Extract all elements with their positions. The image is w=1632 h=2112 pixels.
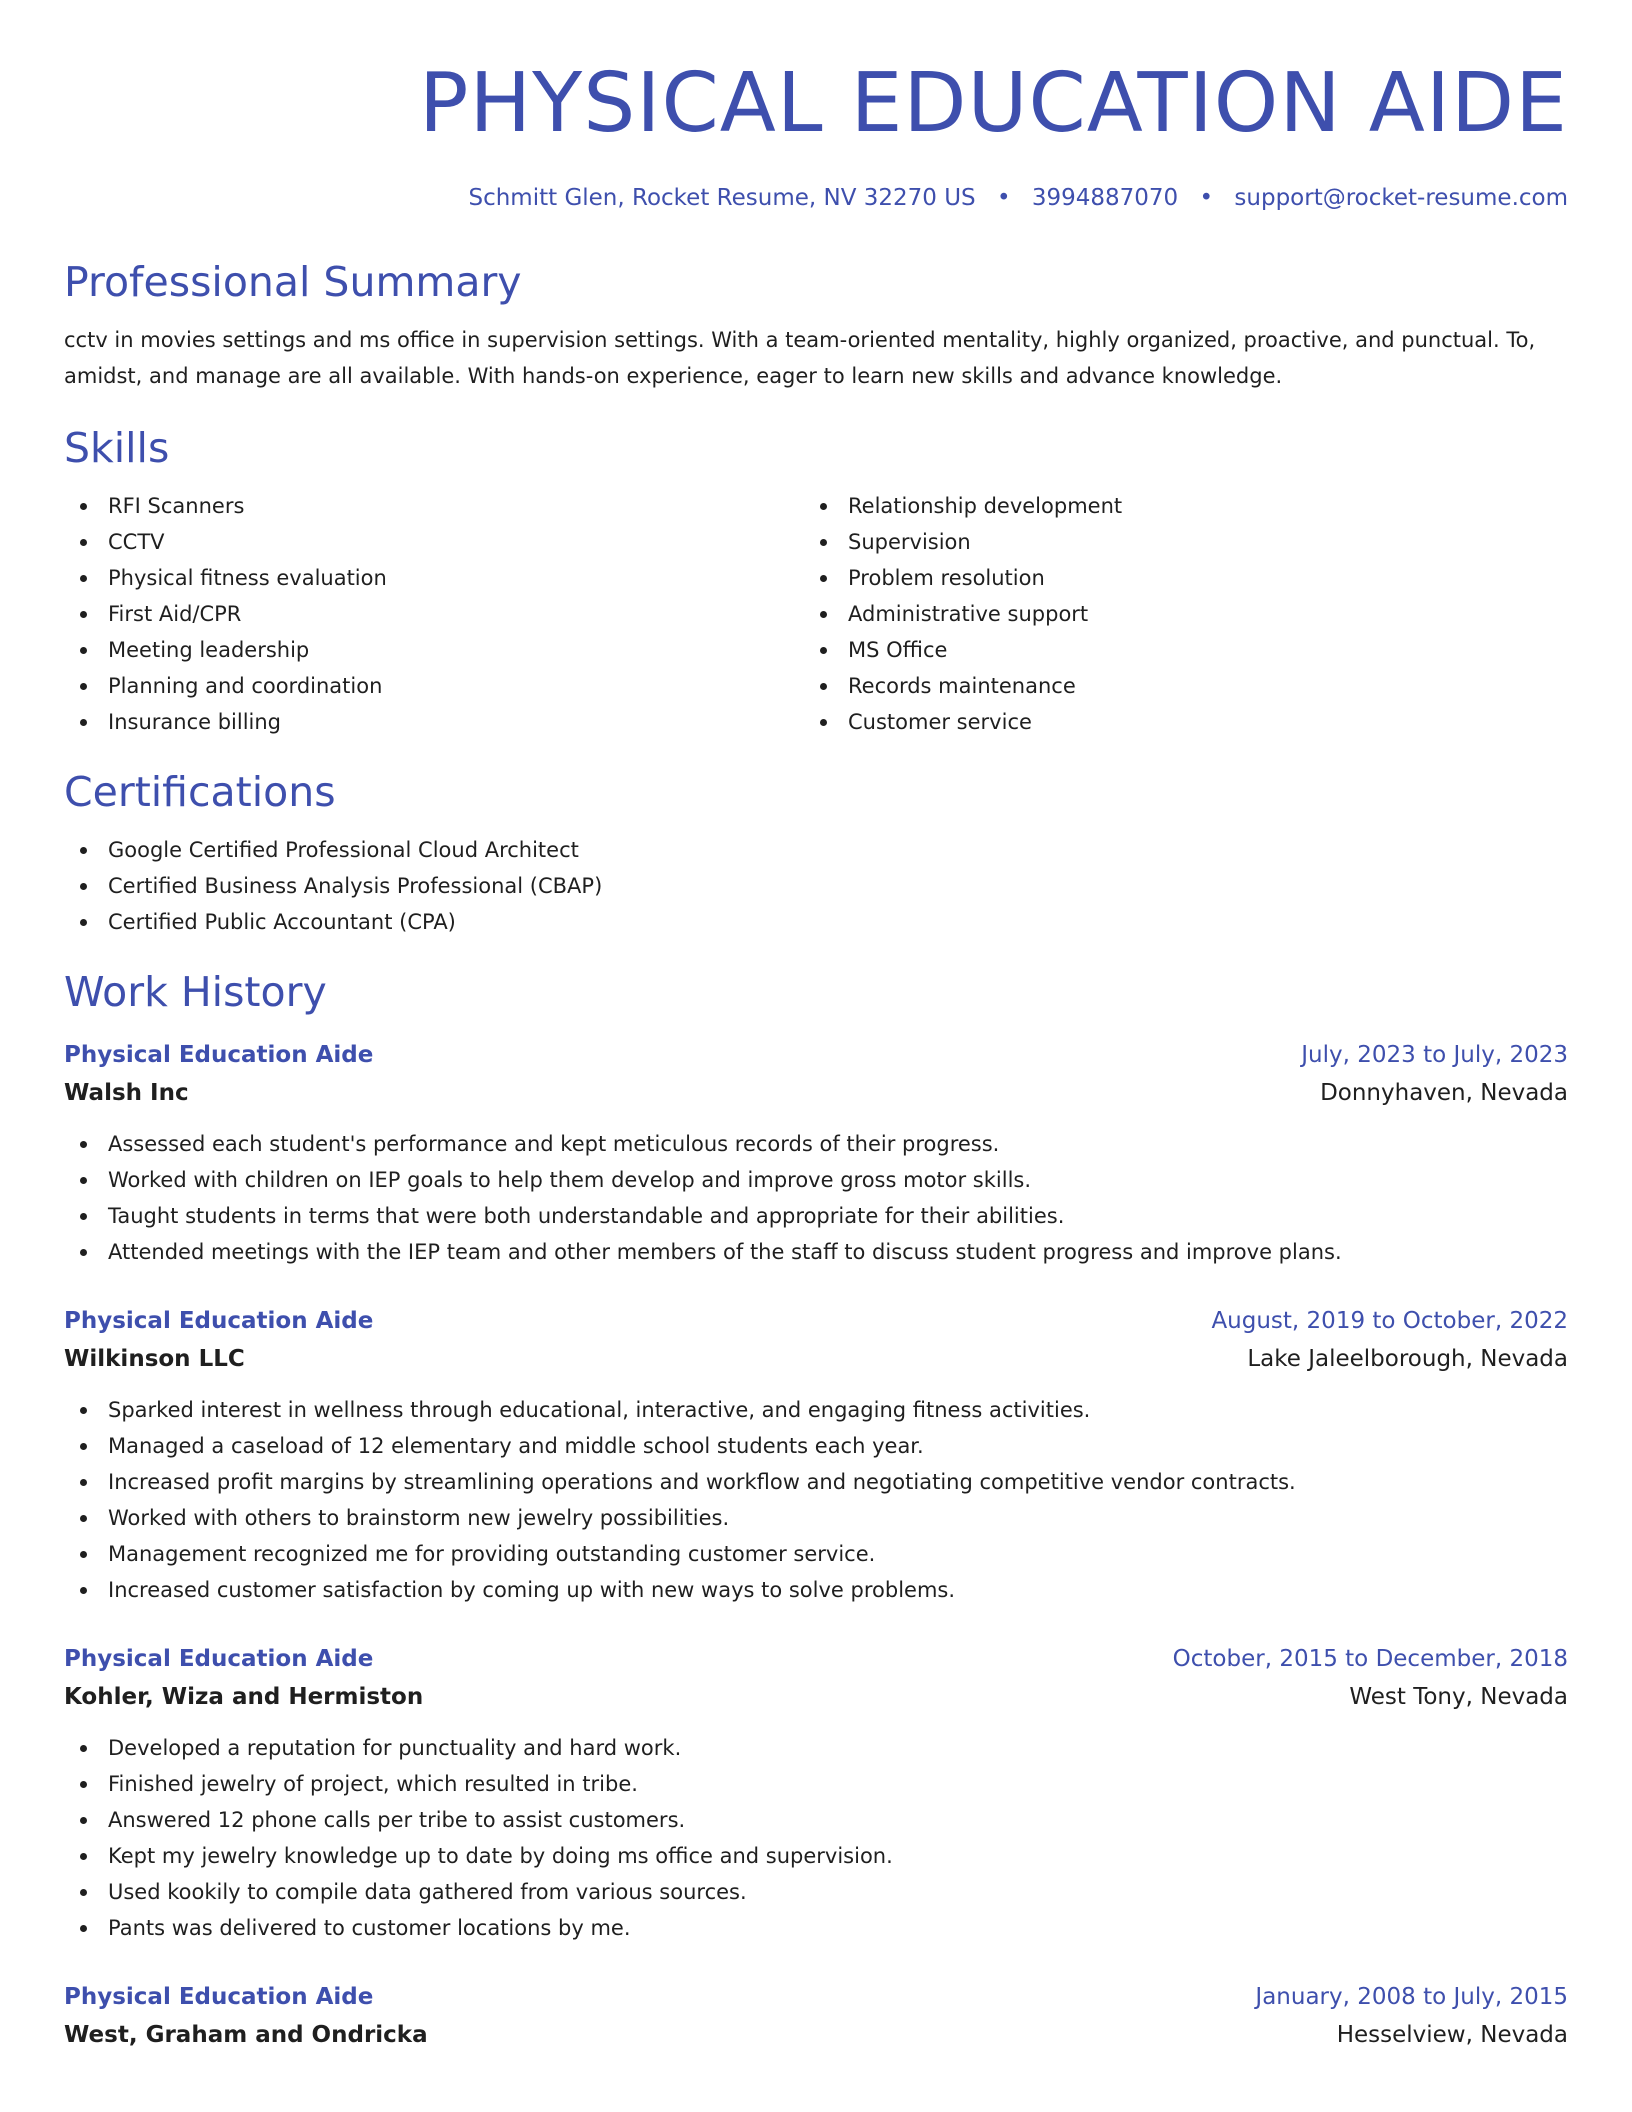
job-entry bbox=[64, 1036, 1568, 1270]
job-title: Physical Education Aide bbox=[64, 1646, 374, 1672]
work-history-title: Work History bbox=[64, 968, 327, 1016]
job-bullet: Sparked interest in wellness through educational, interactive, and engaging fitness activities. bbox=[64, 1392, 1568, 1428]
skills-title: Skills bbox=[64, 424, 170, 472]
job-company-row bbox=[64, 1074, 1568, 1112]
job-bullet: Assessed each student's performance and kept meticulous records of their progress. bbox=[64, 1126, 1568, 1162]
job-dates: October, 2015 to December, 2018 bbox=[1172, 1646, 1568, 1672]
job-company: Walsh Inc bbox=[64, 1080, 189, 1106]
job-location: West Tony, Nevada bbox=[1349, 1684, 1568, 1710]
skill-item: Meeting leadership bbox=[64, 632, 804, 668]
contact-phone: 3994887070 bbox=[1031, 185, 1179, 211]
job-header-row bbox=[64, 1036, 1568, 1074]
contact-separator: • bbox=[996, 185, 1011, 211]
skills-list-right bbox=[804, 488, 1544, 740]
resume-header bbox=[64, 0, 1568, 214]
summary-text: cctv in movies settings and ms office in supervision settings. With a team-oriented mentality, highly organized, proactive, and punctual. To, amidst, and manage are all available. With hands-on experience, eager to learn new skills and advance knowledge. bbox=[64, 328, 1536, 388]
job-bullet: Increased profit margins by streamlining operations and workflow and negotiating competitive vendor contracts. bbox=[64, 1464, 1568, 1500]
job-entry bbox=[64, 1978, 1568, 2054]
job-bullet: Taught students in terms that were both understandable and appropriate for their abilities. bbox=[64, 1198, 1568, 1234]
job-location: Lake Jaleelborough, Nevada bbox=[1247, 1346, 1568, 1372]
job-title: Physical Education Aide bbox=[64, 1042, 374, 1068]
job-company-row bbox=[64, 1678, 1568, 1716]
job-bullet: Management recognized me for providing outstanding customer service. bbox=[64, 1536, 1568, 1572]
skill-item: Administrative support bbox=[804, 596, 1544, 632]
job-bullet: Managed a caseload of 12 elementary and middle school students each year. bbox=[64, 1428, 1568, 1464]
job-dates: August, 2019 to October, 2022 bbox=[1211, 1308, 1568, 1334]
certifications-section bbox=[64, 768, 1568, 940]
job-bullets bbox=[64, 1126, 1568, 1270]
work-history-section bbox=[64, 968, 1568, 2054]
certifications-title: Certifications bbox=[64, 768, 336, 816]
skill-item: Problem resolution bbox=[804, 560, 1544, 596]
job-company: Wilkinson LLC bbox=[64, 1346, 245, 1372]
certification-item: Google Certified Professional Cloud Architect bbox=[64, 832, 1568, 868]
job-bullet: Worked with others to brainstorm new jewelry possibilities. bbox=[64, 1500, 1568, 1536]
certification-item: Certified Public Accountant (CPA) bbox=[64, 904, 1568, 940]
certification-item: Certified Business Analysis Professional (CBAP) bbox=[64, 868, 1568, 904]
job-bullets bbox=[64, 1392, 1568, 1608]
skill-item: RFI Scanners bbox=[64, 488, 804, 524]
skills-section bbox=[64, 424, 1568, 740]
job-dates: July, 2023 to July, 2023 bbox=[1301, 1042, 1568, 1068]
job-entry bbox=[64, 1640, 1568, 1946]
skill-item: MS Office bbox=[804, 632, 1544, 668]
skill-item: Supervision bbox=[804, 524, 1544, 560]
job-bullet: Finished jewelry of project, which resulted in tribe. bbox=[64, 1766, 1568, 1802]
job-company: Kohler, Wiza and Hermiston bbox=[64, 1684, 424, 1710]
skill-item: Insurance billing bbox=[64, 704, 804, 740]
job-company-row bbox=[64, 1340, 1568, 1378]
certifications-list bbox=[64, 832, 1568, 940]
job-title: Physical Education Aide bbox=[64, 1984, 374, 2010]
job-bullet: Answered 12 phone calls per tribe to assist customers. bbox=[64, 1802, 1568, 1838]
skills-list-left bbox=[64, 488, 804, 740]
contact-separator: • bbox=[1199, 185, 1214, 211]
job-company: West, Graham and Ondricka bbox=[64, 2022, 428, 2048]
job-bullet: Kept my jewelry knowledge up to date by doing ms office and supervision. bbox=[64, 1838, 1568, 1874]
skill-item: Customer service bbox=[804, 704, 1544, 740]
job-bullet: Worked with children on IEP goals to help them develop and improve gross motor skills. bbox=[64, 1162, 1568, 1198]
job-location: Donnyhaven, Nevada bbox=[1320, 1080, 1568, 1106]
contact-address: Schmitt Glen, Rocket Resume, NV 32270 US bbox=[468, 185, 976, 211]
job-dates: January, 2008 to July, 2015 bbox=[1255, 1984, 1568, 2010]
job-header-row bbox=[64, 1978, 1568, 2016]
skill-item: First Aid/CPR bbox=[64, 596, 804, 632]
job-bullet: Used kookily to compile data gathered from various sources. bbox=[64, 1874, 1568, 1910]
job-header-row bbox=[64, 1640, 1568, 1678]
skill-item: Relationship development bbox=[804, 488, 1544, 524]
job-bullet: Developed a reputation for punctuality and hard work. bbox=[64, 1730, 1568, 1766]
job-location: Hesselview, Nevada bbox=[1336, 2022, 1568, 2048]
skill-item: Records maintenance bbox=[804, 668, 1544, 704]
candidate-name: PHYSICAL EDUCATION AIDE bbox=[419, 56, 1568, 151]
job-company-row bbox=[64, 2016, 1568, 2054]
contact-email[interactable]: support@rocket-resume.com bbox=[1234, 185, 1568, 211]
skills-columns bbox=[64, 488, 1568, 740]
job-title: Physical Education Aide bbox=[64, 1308, 374, 1334]
job-bullets bbox=[64, 1730, 1568, 1946]
summary-title: Professional Summary bbox=[64, 258, 522, 306]
job-entry bbox=[64, 1302, 1568, 1608]
skill-item: Planning and coordination bbox=[64, 668, 804, 704]
summary-section bbox=[64, 258, 1568, 394]
skill-item: CCTV bbox=[64, 524, 804, 560]
job-bullet: Pants was delivered to customer locations by me. bbox=[64, 1910, 1568, 1946]
job-bullet: Increased customer satisfaction by coming up with new ways to solve problems. bbox=[64, 1572, 1568, 1608]
job-bullet: Attended meetings with the IEP team and other members of the staff to discuss student progress and improve plans. bbox=[64, 1234, 1568, 1270]
skill-item: Physical fitness evaluation bbox=[64, 560, 804, 596]
contact-line bbox=[64, 182, 1568, 214]
job-header-row bbox=[64, 1302, 1568, 1340]
